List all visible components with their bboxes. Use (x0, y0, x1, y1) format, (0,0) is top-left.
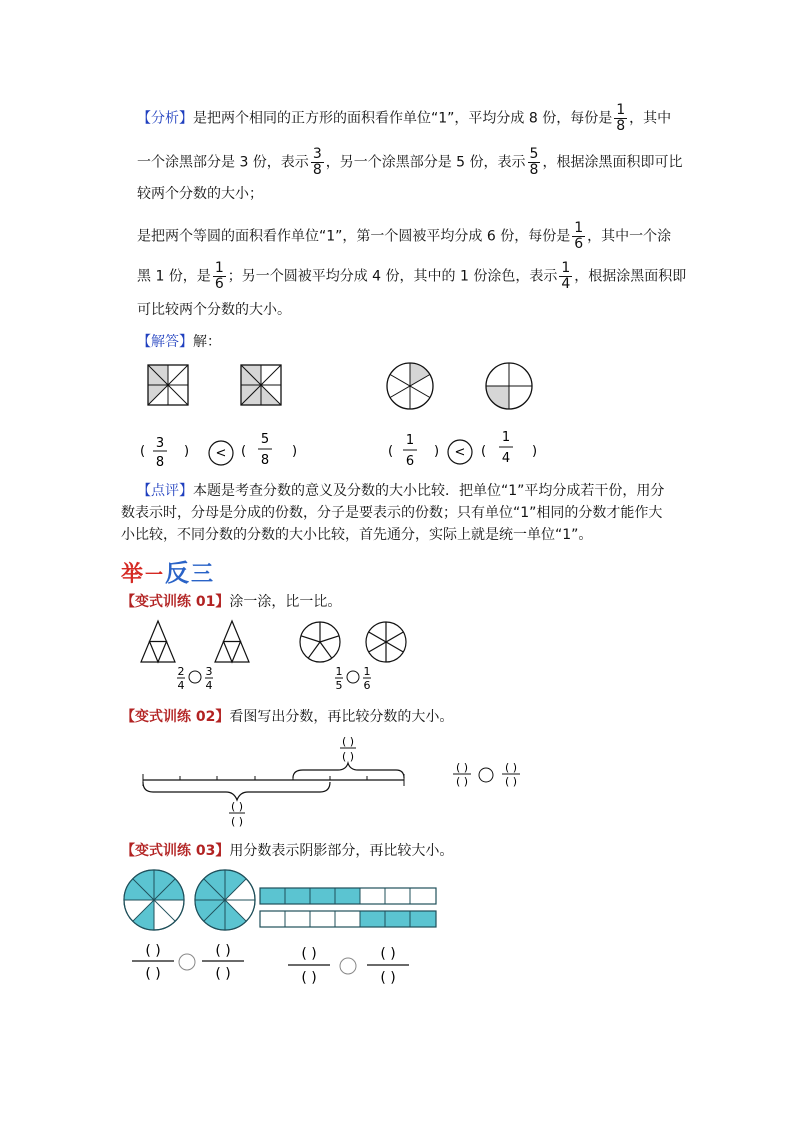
svg-text:<: < (454, 445, 466, 460)
svg-text:( ): ( ) (504, 775, 518, 788)
triangle-quarters-2 (215, 621, 249, 662)
svg-text:8: 8 (260, 453, 270, 468)
svg-text:( ): ( ) (215, 943, 231, 959)
svg-text:1: 1 (501, 430, 511, 445)
svg-text:5: 5 (335, 679, 343, 692)
svg-text:( ): ( ) (504, 761, 518, 774)
analysis-line-6: 可比较两个分数的大小。 (137, 302, 291, 318)
svg-text:4: 4 (205, 679, 213, 692)
svg-text:(: ( (388, 444, 394, 459)
analysis-line-5: 黑 1 份，是 $\frac{1}{6}$ ；另一个圆被平均分成 4 份，其中的 1 份涂色，表示 $\frac{1}{4}$ ，根据涂黑面积即 (137, 260, 687, 292)
exercise1-figure (138, 618, 410, 693)
fraction: $\frac{1}{8}$ (616, 102, 626, 134)
bar-sevenths-b (260, 911, 436, 927)
svg-text:1: 1 (363, 665, 371, 678)
bottom-brace (143, 782, 330, 800)
circle-sixths (366, 622, 406, 662)
circle-eighths-a (124, 870, 184, 930)
analysis-line-1: 【分析】是把两个相同的正方形的面积看作单位“1”，平均分成 8 份，每份是 $\frac{1}{8}$ ，其中 (137, 102, 672, 134)
circle-sixths (387, 363, 433, 409)
fraction: $\frac{1}{6}$ (574, 220, 584, 252)
svg-text:( ): ( ) (341, 735, 355, 748)
svg-text:5: 5 (260, 432, 270, 447)
circle-quarters (486, 363, 532, 409)
svg-text:( ): ( ) (301, 946, 317, 962)
svg-text:( ): ( ) (145, 943, 161, 959)
svg-text:): ) (532, 444, 538, 459)
svg-text:4: 4 (177, 679, 185, 692)
svg-text:( ): ( ) (380, 970, 396, 986)
circle-eighths-b (195, 870, 255, 930)
svg-text:( ): ( ) (301, 970, 317, 986)
compare-circle (179, 954, 195, 970)
analysis-label: 【分析】 (137, 110, 193, 127)
compare-circle (189, 671, 201, 683)
analysis-line-4: 是把两个等圆的面积看作单位“1”，第一个圆被平均分成 6 份，每份是 $\frac{1}{6}$ ，其中一个涂 (137, 220, 672, 252)
exercise2-label: 【变式训练 02】 (121, 709, 230, 725)
svg-text:( ): ( ) (230, 800, 244, 813)
svg-text:6: 6 (363, 679, 371, 692)
exercise3-label: 【变式训练 03】 (121, 843, 230, 859)
compare-circle (347, 671, 359, 683)
answer-figure (138, 360, 540, 472)
circle-fifths (300, 622, 340, 662)
compare-circle (479, 768, 493, 782)
svg-text:( ): ( ) (230, 815, 244, 828)
svg-text:<: < (215, 446, 227, 461)
svg-text:): ) (292, 444, 298, 459)
comment-line-1: 【点评】本题是考查分数的意义及分数的大小比较．把单位“1”平均分成若干份，用分 (137, 483, 665, 499)
svg-text:3: 3 (155, 436, 165, 451)
answer-heading: 【解答】解： (137, 334, 221, 350)
exercise1-label: 【变式训练 01】 (121, 594, 230, 610)
fraction: $\frac{5}{8}$ (529, 146, 539, 178)
compare-circle (340, 958, 356, 974)
svg-text:2: 2 (177, 665, 185, 678)
comment-label: 【点评】 (137, 483, 193, 499)
fraction: $\frac{3}{8}$ (312, 146, 322, 178)
analysis-line-2: 一个涂黑部分是 3 份，表示 $\frac{3}{8}$ ，另一个涂黑部分是 5 份，表示 $\frac{5}{8}$ ，根据涂黑面积即可比 (137, 146, 683, 178)
exercise3-heading: 【变式训练 03】用分数表示阴影部分，再比较大小。 (121, 843, 454, 859)
comment-line-3: 小比较，不同分数的分数的大小比较，首先通分，实际上就是统一单位“1”。 (121, 527, 593, 543)
fraction: $\frac{1}{6}$ (214, 260, 224, 292)
svg-text:): ) (434, 444, 440, 459)
svg-text:): ) (184, 444, 190, 459)
svg-text:3: 3 (205, 665, 213, 678)
svg-text:1: 1 (335, 665, 343, 678)
svg-text:6: 6 (405, 454, 415, 469)
svg-text:8: 8 (155, 455, 165, 470)
banner-title: 举一反三 (121, 558, 216, 587)
top-brace (293, 763, 404, 778)
svg-text:( ): ( ) (455, 761, 469, 774)
square-eighths-1 (148, 365, 188, 405)
bar-sevenths-a (260, 888, 436, 904)
svg-text:4: 4 (501, 451, 511, 466)
svg-text:( ): ( ) (341, 750, 355, 763)
svg-text:1: 1 (405, 433, 415, 448)
svg-text:( ): ( ) (380, 946, 396, 962)
analysis-line-3: 较两个分数的大小； (137, 186, 263, 202)
answer-label: 【解答】 (137, 334, 193, 350)
svg-text:( ): ( ) (145, 966, 161, 982)
square-eighths-2 (241, 365, 281, 405)
comment-line-2: 数表示时，分母是分成的份数，分子是要表示的份数；只有单位“1”相同的分数才能作大 (121, 505, 663, 521)
fraction: $\frac{1}{4}$ (561, 260, 571, 292)
triangle-quarters-1 (141, 621, 175, 662)
svg-text:(: ( (481, 444, 487, 459)
exercise2-heading: 【变式训练 02】看图写出分数，再比较分数的大小。 (121, 709, 454, 725)
svg-text:( ): ( ) (455, 775, 469, 788)
exercise3-figure (120, 866, 440, 990)
exercise1-heading: 【变式训练 01】涂一涂，比一比。 (121, 594, 342, 610)
exercise2-figure (138, 734, 528, 830)
svg-text:( ): ( ) (215, 966, 231, 982)
svg-text:(: ( (140, 444, 146, 459)
svg-text:(: ( (241, 444, 247, 459)
